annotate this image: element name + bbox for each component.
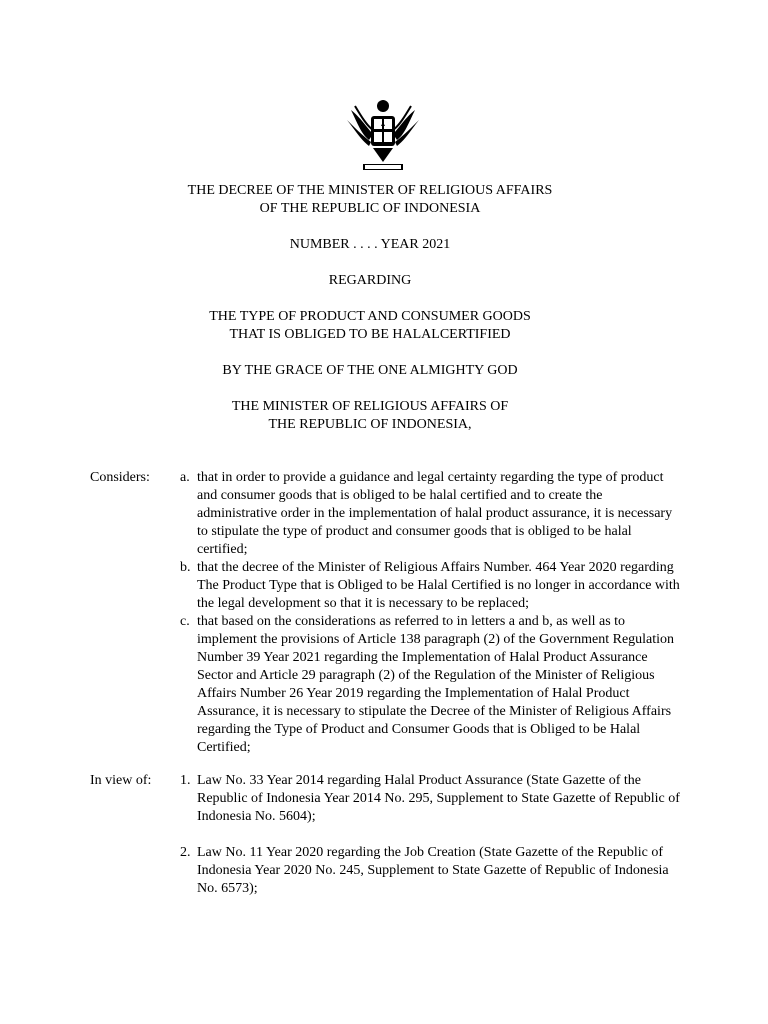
considers-list — [180, 469, 680, 757]
in-view-of-item-2 — [180, 844, 680, 898]
in-view-of-list — [180, 772, 680, 916]
minister-line1: THE MINISTER OF RELIGIOUS AFFAIRS OF — [231, 399, 509, 414]
considers-item-a — [180, 469, 680, 559]
item-marker: a. — [180, 470, 190, 485]
considers-item-b — [180, 559, 680, 613]
subject-line2: THAT IS OBLIGED TO BE HALALCERTIFIED — [229, 327, 511, 342]
grace-line: BY THE GRACE OF THE ONE ALMIGHTY GOD — [222, 363, 518, 378]
in-view-of-item-1 — [180, 772, 680, 826]
item-text: that the decree of the Minister of Religious Affairs Number. 464 Year 2020 regarding The Product Type that is Obliged to be Halal Certified is no longer in accordance with the legal development so that it is necessary to be replaced; — [197, 560, 680, 611]
item-marker: 1. — [180, 773, 191, 788]
item-text: Law No. 11 Year 2020 regarding the Job Creation (State Gazette of the Republic of Indonesia Year 2020 No. 245, Supplement to State Gazette of Republic of Indonesia No. 6573); — [197, 845, 669, 896]
decree-title-line2: OF THE REPUBLIC OF INDONESIA — [259, 201, 481, 216]
item-text: Law No. 33 Year 2014 regarding Halal Product Assurance (State Gazette of the Republic of Indonesia Year 2014 No. 295, Supplement to State Gazette of Republic of Indonesia No. 5604); — [197, 773, 680, 824]
item-marker: c. — [180, 614, 190, 629]
considers-item-c — [180, 613, 680, 757]
garuda-emblem-icon — [343, 92, 423, 174]
item-marker: b. — [180, 560, 191, 575]
regarding-heading: REGARDING — [328, 273, 412, 288]
minister-line2: THE REPUBLIC OF INDONESIA, — [268, 417, 472, 432]
considers-label: Considers: — [90, 470, 150, 485]
item-text: that based on the considerations as referred to in letters a and b, as well as to implement the provisions of Article 138 paragraph (2) of the Government Regulation Number 39 Year 2021 regarding the Implementation of Halal Product Assurance Sector and Article 29 paragraph (2) of the Regulation of the Minister of Religious Affairs Number 26 Year 2019 regarding the Implementation of Halal Product Assurance, it is necessary to stipulate the Decree of the Minister of Religious Affairs regarding the Type of Product and Consumer Goods that is Obliged to be Halal Certified; — [197, 614, 675, 755]
item-text: that in order to provide a guidance and legal certainty regarding the type of product and consumer goods that is obliged to be halal certified and to create the administrative order in the implementation of halal product assurance, it is necessary to stipulate the type of product and consumer goods that is obliged to be halal certified; — [197, 470, 673, 557]
decree-title-line1: THE DECREE OF THE MINISTER OF RELIGIOUS AFFAIRS — [187, 183, 553, 198]
in-view-of-label: In view of: — [90, 773, 152, 788]
item-marker: 2. — [180, 845, 191, 860]
decree-number: NUMBER . . . . YEAR 2021 — [289, 237, 451, 252]
subject-line1: THE TYPE OF PRODUCT AND CONSUMER GOODS — [209, 309, 531, 324]
